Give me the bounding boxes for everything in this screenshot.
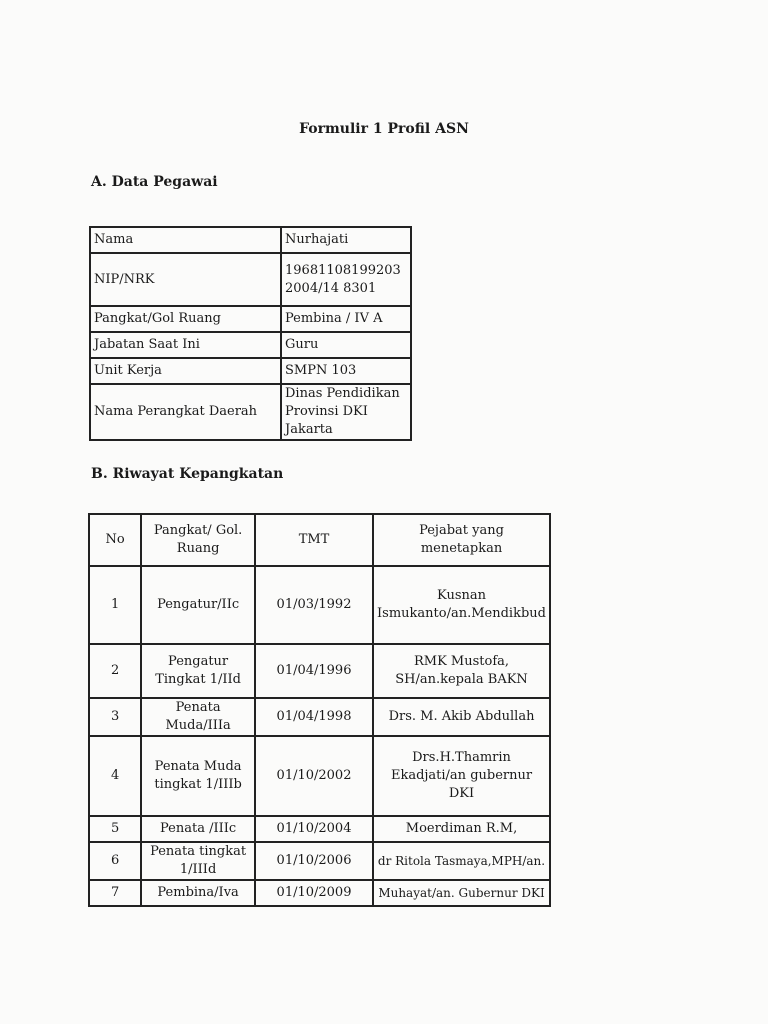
employee-data-table: [89, 226, 412, 441]
field-label: Unit Kerja: [90, 358, 281, 384]
row-pangkat: Penata /IIIc: [141, 816, 255, 842]
row-no: 2: [89, 644, 141, 698]
row-pangkat: Penata Muda tingkat 1/IIIb: [141, 736, 255, 816]
field-value: Pembina / IV A: [281, 306, 411, 332]
row-pejabat: Drs. M. Akib Abdullah: [373, 698, 550, 736]
row-no: 5: [89, 816, 141, 842]
row-pejabat: Kusnan Ismukanto/an.Mendikbud: [373, 566, 550, 644]
field-label: NIP/NRK: [90, 253, 281, 306]
section-a-heading: A. Data Pegawai: [91, 174, 218, 190]
field-value: Dinas Pendidikan Provinsi DKI Jakarta: [281, 384, 411, 440]
row-pejabat: Muhayat/an. Gubernur DKI: [373, 880, 550, 906]
row-no: 7: [89, 880, 141, 906]
field-value: 196811081992032004/14 8301: [281, 253, 411, 306]
field-label: Nama Perangkat Daerah: [90, 384, 281, 440]
column-header: Pangkat/ Gol. Ruang: [141, 514, 255, 566]
table-row: [90, 306, 411, 332]
section-b-heading: B. Riwayat Kepangkatan: [91, 466, 284, 482]
row-tmt: 01/03/1992: [255, 566, 373, 644]
row-no: 3: [89, 698, 141, 736]
table-row: [90, 384, 411, 440]
field-label: Pangkat/Gol Ruang: [90, 306, 281, 332]
table-row: [89, 816, 550, 842]
field-value: Guru: [281, 332, 411, 358]
table-row: [89, 644, 550, 698]
field-label: Jabatan Saat Ini: [90, 332, 281, 358]
row-pangkat: Penata tingkat 1/IIId: [141, 842, 255, 880]
field-value: SMPN 103: [281, 358, 411, 384]
table-row: [89, 566, 550, 644]
row-tmt: 01/10/2002: [255, 736, 373, 816]
field-value: Nurhajati: [281, 227, 411, 253]
row-pejabat: Moerdiman R.M,: [373, 816, 550, 842]
column-header: No: [89, 514, 141, 566]
row-pejabat: RMK Mustofa, SH/an.kepala BAKN: [373, 644, 550, 698]
row-tmt: 01/10/2009: [255, 880, 373, 906]
table-row: [90, 227, 411, 253]
table-row: [90, 358, 411, 384]
row-tmt: 01/04/1996: [255, 644, 373, 698]
column-header: TMT: [255, 514, 373, 566]
field-label: Nama: [90, 227, 281, 253]
table-row: [90, 253, 411, 306]
row-no: 6: [89, 842, 141, 880]
table-row: [89, 842, 550, 880]
column-header: Pejabat yang menetapkan: [373, 514, 550, 566]
row-pangkat: Pengatur/IIc: [141, 566, 255, 644]
rank-history-table: [88, 513, 551, 907]
table-row: [89, 698, 550, 736]
table-row: [89, 736, 550, 816]
page-title: Formulir 1 Profil ASN: [299, 121, 469, 137]
row-pejabat: dr Ritola Tasmaya,MPH/an.: [373, 842, 550, 880]
row-no: 1: [89, 566, 141, 644]
row-pangkat: Pembina/Iva: [141, 880, 255, 906]
table-row: [89, 880, 550, 906]
table-header-row: [89, 514, 550, 566]
row-no: 4: [89, 736, 141, 816]
row-pangkat: Penata Muda/IIIa: [141, 698, 255, 736]
table-row: [90, 332, 411, 358]
row-tmt: 01/04/1998: [255, 698, 373, 736]
row-pejabat: Drs.H.Thamrin Ekadjati/an gubernur DKI: [373, 736, 550, 816]
row-tmt: 01/10/2006: [255, 842, 373, 880]
row-tmt: 01/10/2004: [255, 816, 373, 842]
row-pangkat: Pengatur Tingkat 1/IId: [141, 644, 255, 698]
